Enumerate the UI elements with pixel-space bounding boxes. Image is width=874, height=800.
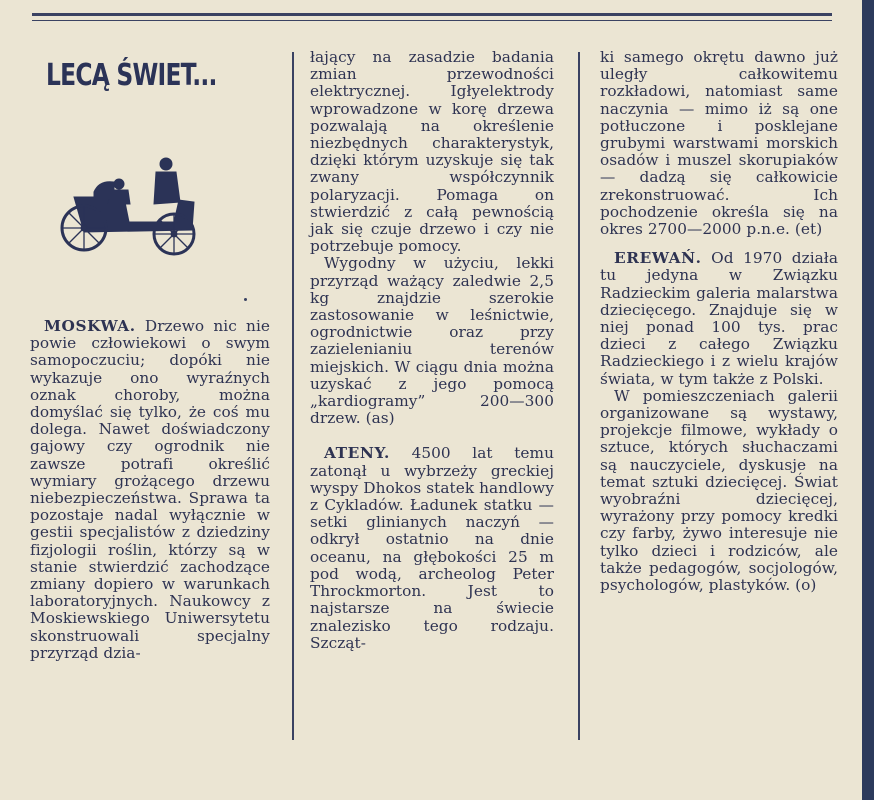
top-rule <box>32 13 832 16</box>
column-rule-2 <box>578 52 580 740</box>
column-rule-1 <box>292 52 294 740</box>
dateline-moskwa: MOSKWA. <box>44 317 136 335</box>
moskwa-article <box>30 318 270 662</box>
erewan-para2: W pomieszczeniach galerii organizowane są wystawy, projekcje filmowe, wykłady o sztuce, których słuchaczami są nauczyciele, dyskusje na temat sztuki dziecięcej. Świat wyobraźni dziecięcej, wyrażony przy pomocy kredki czy farby, żywo interesuje nie tylko dzieci i rodziców, ale także pedagogów, socjologów, psychologów, plastyków. (o) <box>600 386 838 595</box>
moskwa-text: Drzewo nic nie powie człowiekowi o swym samopoczuciu; dopóki nie wykazuje ono wyraźnych oznak choroby, można domyślać się tylko, że coś mu dolega. Nawet doświadczony gajowy czy ogrodnik nie zawsze potrafi określić wymiary grożącego drzewu niebezpieczeństwa. Sprawa ta pozostaje nadal wyłącznie w gestii specjalistów z dziedziny fizjologii roślin, którzy są w stanie stwierdzić zachodzące zmiany dopiero w warunkach laboratoryjnych. Naukowcy z Moskiewskiego Uniwersytetu skonstruowali specjalny przyrząd dzia- <box>30 317 270 662</box>
dateline-erewan: EREWAŃ. <box>614 249 702 268</box>
column-3 <box>600 49 838 594</box>
column-1 <box>30 318 270 662</box>
ateny-continued: ki samego okrętu dawno już uległy całkowitemu rozkładowi, natomiast same naczynia — mimo iż są one potłuczone i posklejane grubymi warstwami morskich osadów i muszel skorupiaków — dadzą się całkowicie zrekonstruować. Ich pochodzenie określa się na okres 2700—2000 p.n.e. (et) <box>600 48 838 239</box>
page-edge <box>862 0 874 800</box>
erewan-text: Od 1970 działa tu jedyna w Związku Radzieckim galeria malarstwa dziecięcego. Znajduje się w niej ponad 100 tys. prac dzieci z całego Związku Radzieckiego i z wielu krajów świata, w tym także z Polski. <box>600 249 838 388</box>
moskwa-para2: Wygodny w użyciu, lekki przyrząd ważący zaledwie 2,5 kg znajdzie szerokie zastosowanie w leśnictwie, ogrodnictwie oraz przy zazielenianiu terenów miejskich. W ciągu dnia można uzyskać z jego pomocą „kardiogramy” 200—300 drzew. (as) <box>310 254 554 428</box>
top-rule-thin <box>32 20 832 21</box>
dateline-ateny: ATENY. <box>324 444 390 463</box>
ateny-article <box>310 445 554 651</box>
moskwa-continued: łający na zasadzie badania zmian przewodności elektrycznej. Igłyelektrody wprowadzone w korę drzewa pozwalają na określenie niezbędnych charakterystyk, dzięki którym uzyskuje się tak zwany współczynnik polaryzacji. Pomaga on stwierdzić z całą pewnością jak się czuje drzewo i czy nie potrzebuje pomocy. <box>310 48 554 256</box>
print-speck <box>244 298 247 301</box>
erewan-article <box>600 250 838 388</box>
column-2 <box>310 49 554 652</box>
ateny-text: 4500 lat temu zatonął u wybrzeży greckiej wyspy Dhokos statek handlowy z Cykladów. Ładunek statku — setki glinianych naczyń — odkrył ostatnio na dnie oceanu, na głębokości 25 m pod wodą, archeolog Peter Throckmorton. Jest to najstarsze na świecie znalezisko tego rodzaju. Szcząt- <box>310 444 554 652</box>
carriage-icon <box>54 152 204 256</box>
headline: LECĄ ŚWIET... <box>46 58 217 93</box>
